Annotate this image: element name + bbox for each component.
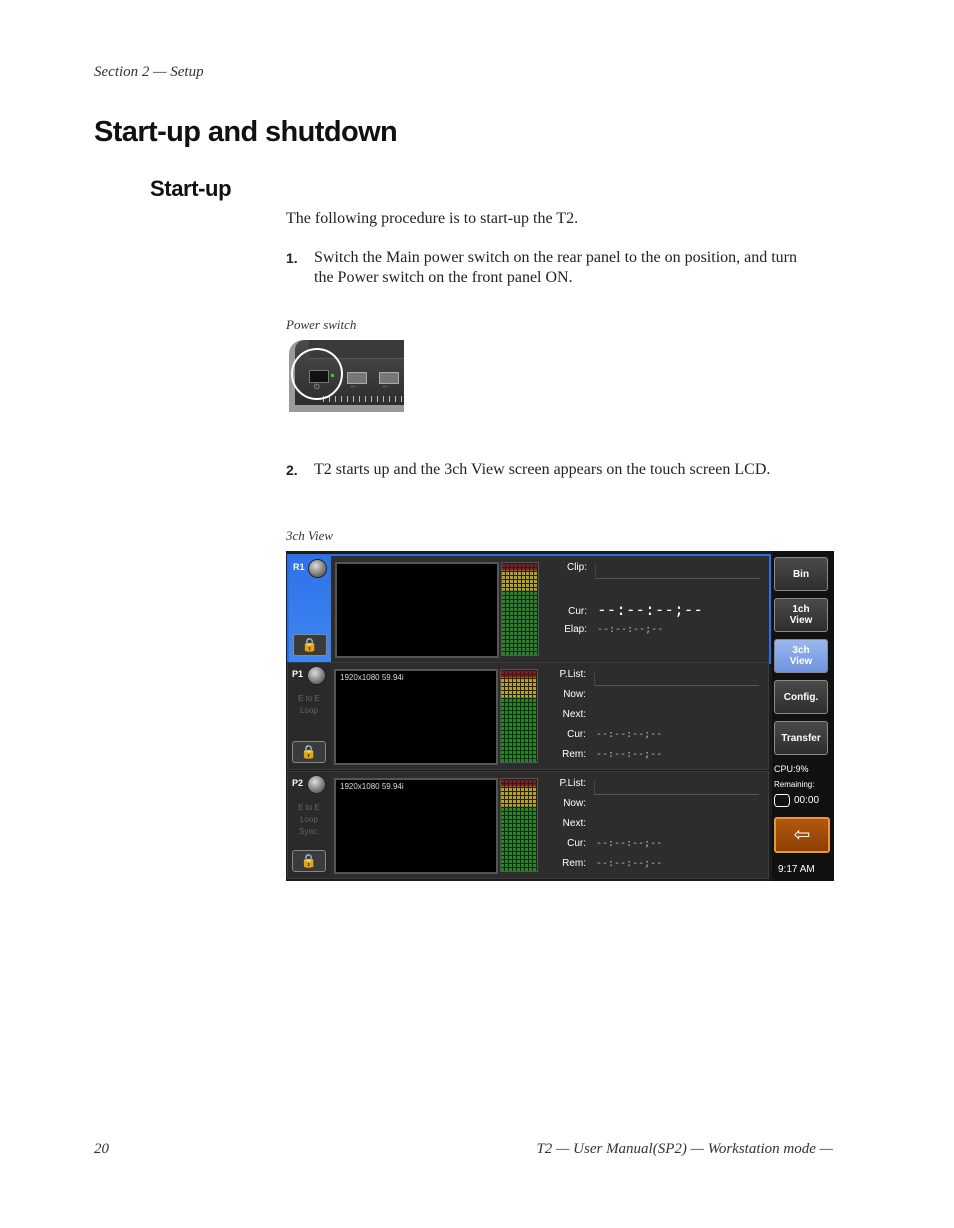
plist-field[interactable] — [594, 780, 759, 795]
channel-p1[interactable] — [287, 662, 769, 770]
page-number: 20 — [94, 1141, 109, 1157]
lock-button[interactable] — [292, 850, 326, 872]
page-title: Start-up and shutdown — [94, 116, 398, 148]
channel-p2[interactable] — [287, 771, 769, 879]
clip-label: Clip: — [566, 562, 587, 573]
elap-timecode: --:--:--;-- — [597, 624, 664, 635]
remaining-label: Remaining: — [774, 780, 815, 789]
channel-mode: E to E Loop Sync. — [298, 803, 320, 836]
disk-icon — [774, 794, 790, 807]
channel-r1[interactable] — [287, 554, 771, 664]
rem-label: Rem: — [562, 858, 586, 869]
step-text: Switch the Main power switch on the rear panel to the on position, and turn the Power switch on the front panel ON. — [314, 249, 798, 286]
video-preview — [334, 778, 498, 874]
step-2 — [286, 460, 816, 480]
3ch-view-screen — [286, 551, 834, 881]
figure-caption-3ch-view: 3ch View — [286, 528, 334, 543]
section-heading: Start-up — [150, 176, 232, 201]
plist-field[interactable] — [594, 671, 759, 686]
config-button[interactable]: Config. — [774, 680, 828, 714]
rem-timecode: --:--:--;-- — [596, 858, 663, 869]
power-switch-photo — [289, 340, 404, 412]
channel-knob[interactable] — [308, 559, 327, 578]
power-symbol-icon: ⏻ — [314, 383, 320, 391]
channel-knob[interactable] — [307, 666, 326, 685]
exit-button[interactable] — [774, 817, 830, 853]
now-label: Now: — [563, 689, 586, 700]
cur-label: Cur: — [568, 606, 587, 617]
lock-icon: 🔒 — [301, 637, 319, 652]
channel-name: P2 — [292, 778, 304, 788]
next-label: Next: — [562, 709, 586, 720]
cur-timecode: --:--:--;-- — [597, 600, 703, 619]
video-format: 1920x1080 59.94i — [340, 673, 404, 682]
audio-meter — [500, 778, 538, 872]
audio-meter — [501, 562, 539, 656]
channel-knob[interactable] — [307, 775, 326, 794]
transfer-button[interactable]: Transfer — [774, 721, 828, 755]
lock-icon: 🔒 — [300, 853, 318, 868]
rem-timecode: --:--:--;-- — [596, 749, 663, 760]
exit-icon: ⇦ — [793, 824, 811, 846]
usb-icon: ⇔ — [382, 384, 388, 390]
cur-timecode: --:--:--;-- — [596, 838, 663, 849]
cpu-usage: CPU:9% — [774, 764, 809, 774]
bin-button[interactable]: Bin — [774, 557, 828, 591]
figure-caption-power-switch: Power switch — [286, 317, 357, 332]
section-label: Section 2 — Setup — [94, 64, 204, 80]
cur-label: Cur: — [567, 838, 586, 849]
video-format: 1920x1080 59.94i — [340, 782, 404, 791]
intro-paragraph: The following procedure is to start-up the T2. — [286, 210, 579, 227]
step-number: 2. — [286, 462, 298, 478]
lock-icon: 🔒 — [300, 744, 318, 759]
now-label: Now: — [563, 798, 586, 809]
channel-name: P1 — [292, 669, 304, 679]
clock: 9:17 AM — [778, 864, 815, 875]
right-panel — [772, 551, 834, 881]
plist-label: P.List: — [559, 669, 586, 680]
lock-button[interactable] — [292, 741, 326, 763]
cur-label: Cur: — [567, 729, 586, 740]
step-1 — [286, 248, 816, 288]
audio-meter — [500, 669, 538, 763]
3ch-view-button[interactable]: 3ch View — [774, 639, 828, 673]
footer-doc-title: T2 — User Manual(SP2) — Workstation mode — — [536, 1141, 833, 1157]
step-text: T2 starts up and the 3ch View screen appears on the touch screen LCD. — [314, 461, 771, 478]
next-label: Next: — [562, 818, 586, 829]
usb-icon: ⇔ — [350, 384, 356, 390]
cur-timecode: --:--:--;-- — [596, 729, 663, 740]
elap-label: Elap: — [564, 624, 587, 635]
lock-button[interactable] — [293, 634, 327, 656]
video-preview — [335, 562, 499, 658]
channel-mode: E to E Loop — [298, 694, 320, 715]
rem-label: Rem: — [562, 749, 586, 760]
1ch-view-button[interactable]: 1ch View — [774, 598, 828, 632]
channel-name: R1 — [293, 562, 305, 572]
remaining-value: 00:00 — [774, 794, 819, 807]
step-number: 1. — [286, 250, 298, 266]
highlight-circle — [291, 348, 343, 400]
video-preview — [334, 669, 498, 765]
clip-field[interactable] — [595, 564, 760, 579]
plist-label: P.List: — [559, 778, 586, 789]
